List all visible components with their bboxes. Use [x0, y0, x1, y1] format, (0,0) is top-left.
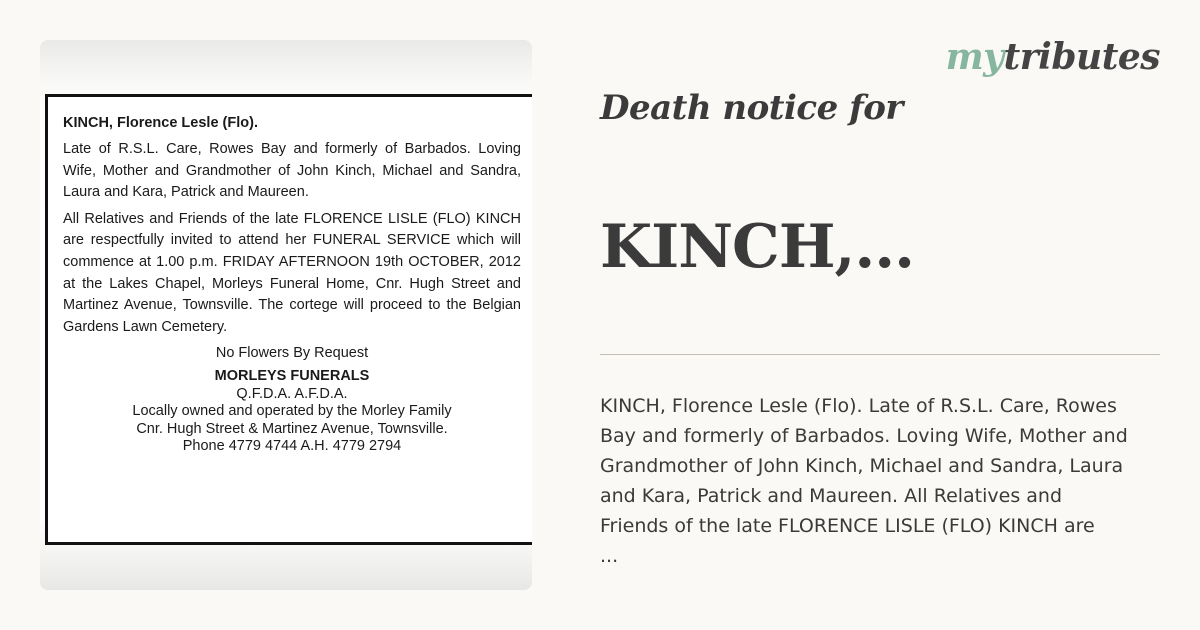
- logo-suffix: tributes: [1003, 36, 1160, 78]
- divider: [600, 354, 1160, 355]
- notice-paragraph-2: All Relatives and Friends of the late FLORENCE LISLE (FLO) KINCH are respectfully invited to attend her FUNERAL SERVICE which will commence at 1.00 p.m. FRIDAY AFTERNOON 19th OCTOBER, 2012 at the Lakes Chapel, Morleys Funeral Home, Cnr. Hugh Street and Martinez Avenue, Townsville. The cortege will proceed to the Belgian Gardens Lawn Cemetery.: [63, 210, 521, 335]
- notice-excerpt: KINCH, Florence Lesle (Flo). Late of R.S.L. Care, Rowes Bay and formerly of Barbados. Loving Wife, Mother and Grandmother of John Kinch, Michael and Sandra, Laura and Kara, Patrick and Maureen. All Relatives and Friends of the late FLORENCE LISLE (FLO) KINCH are ...: [600, 395, 1128, 567]
- funeral-director-name: MORLEYS FUNERALS: [214, 368, 370, 385]
- notice-heading: KINCH, Florence Lesle (Flo).: [63, 115, 258, 131]
- page-subtitle: Death notice for: [600, 88, 903, 128]
- page-title: KINCH,...: [600, 212, 915, 282]
- funeral-director-qualifications: Q.F.D.A. A.F.D.A.: [236, 385, 348, 402]
- logo-prefix: my: [945, 36, 1004, 78]
- notice-image: [40, 40, 532, 590]
- mytributes-logo: [946, 36, 1160, 78]
- funeral-director-phone: Phone 4779 4744 A.H. 4779 2794: [182, 438, 402, 455]
- funeral-director-owner: Locally owned and operated by the Morley Family: [132, 403, 452, 420]
- funeral-director-address: Cnr. Hugh Street & Martinez Avenue, Townsville.: [136, 420, 448, 437]
- death-notice-clipping: [45, 94, 532, 545]
- funeral-director-block: [63, 368, 521, 456]
- no-flowers-note: No Flowers By Request: [215, 345, 369, 362]
- notice-paragraph-1: Late of R.S.L. Care, Rowes Bay and formerly of Barbados. Loving Wife, Mother and Grandmother of John Kinch, Michael and Sandra, Laura and Kara, Patrick and Maureen.: [63, 141, 521, 201]
